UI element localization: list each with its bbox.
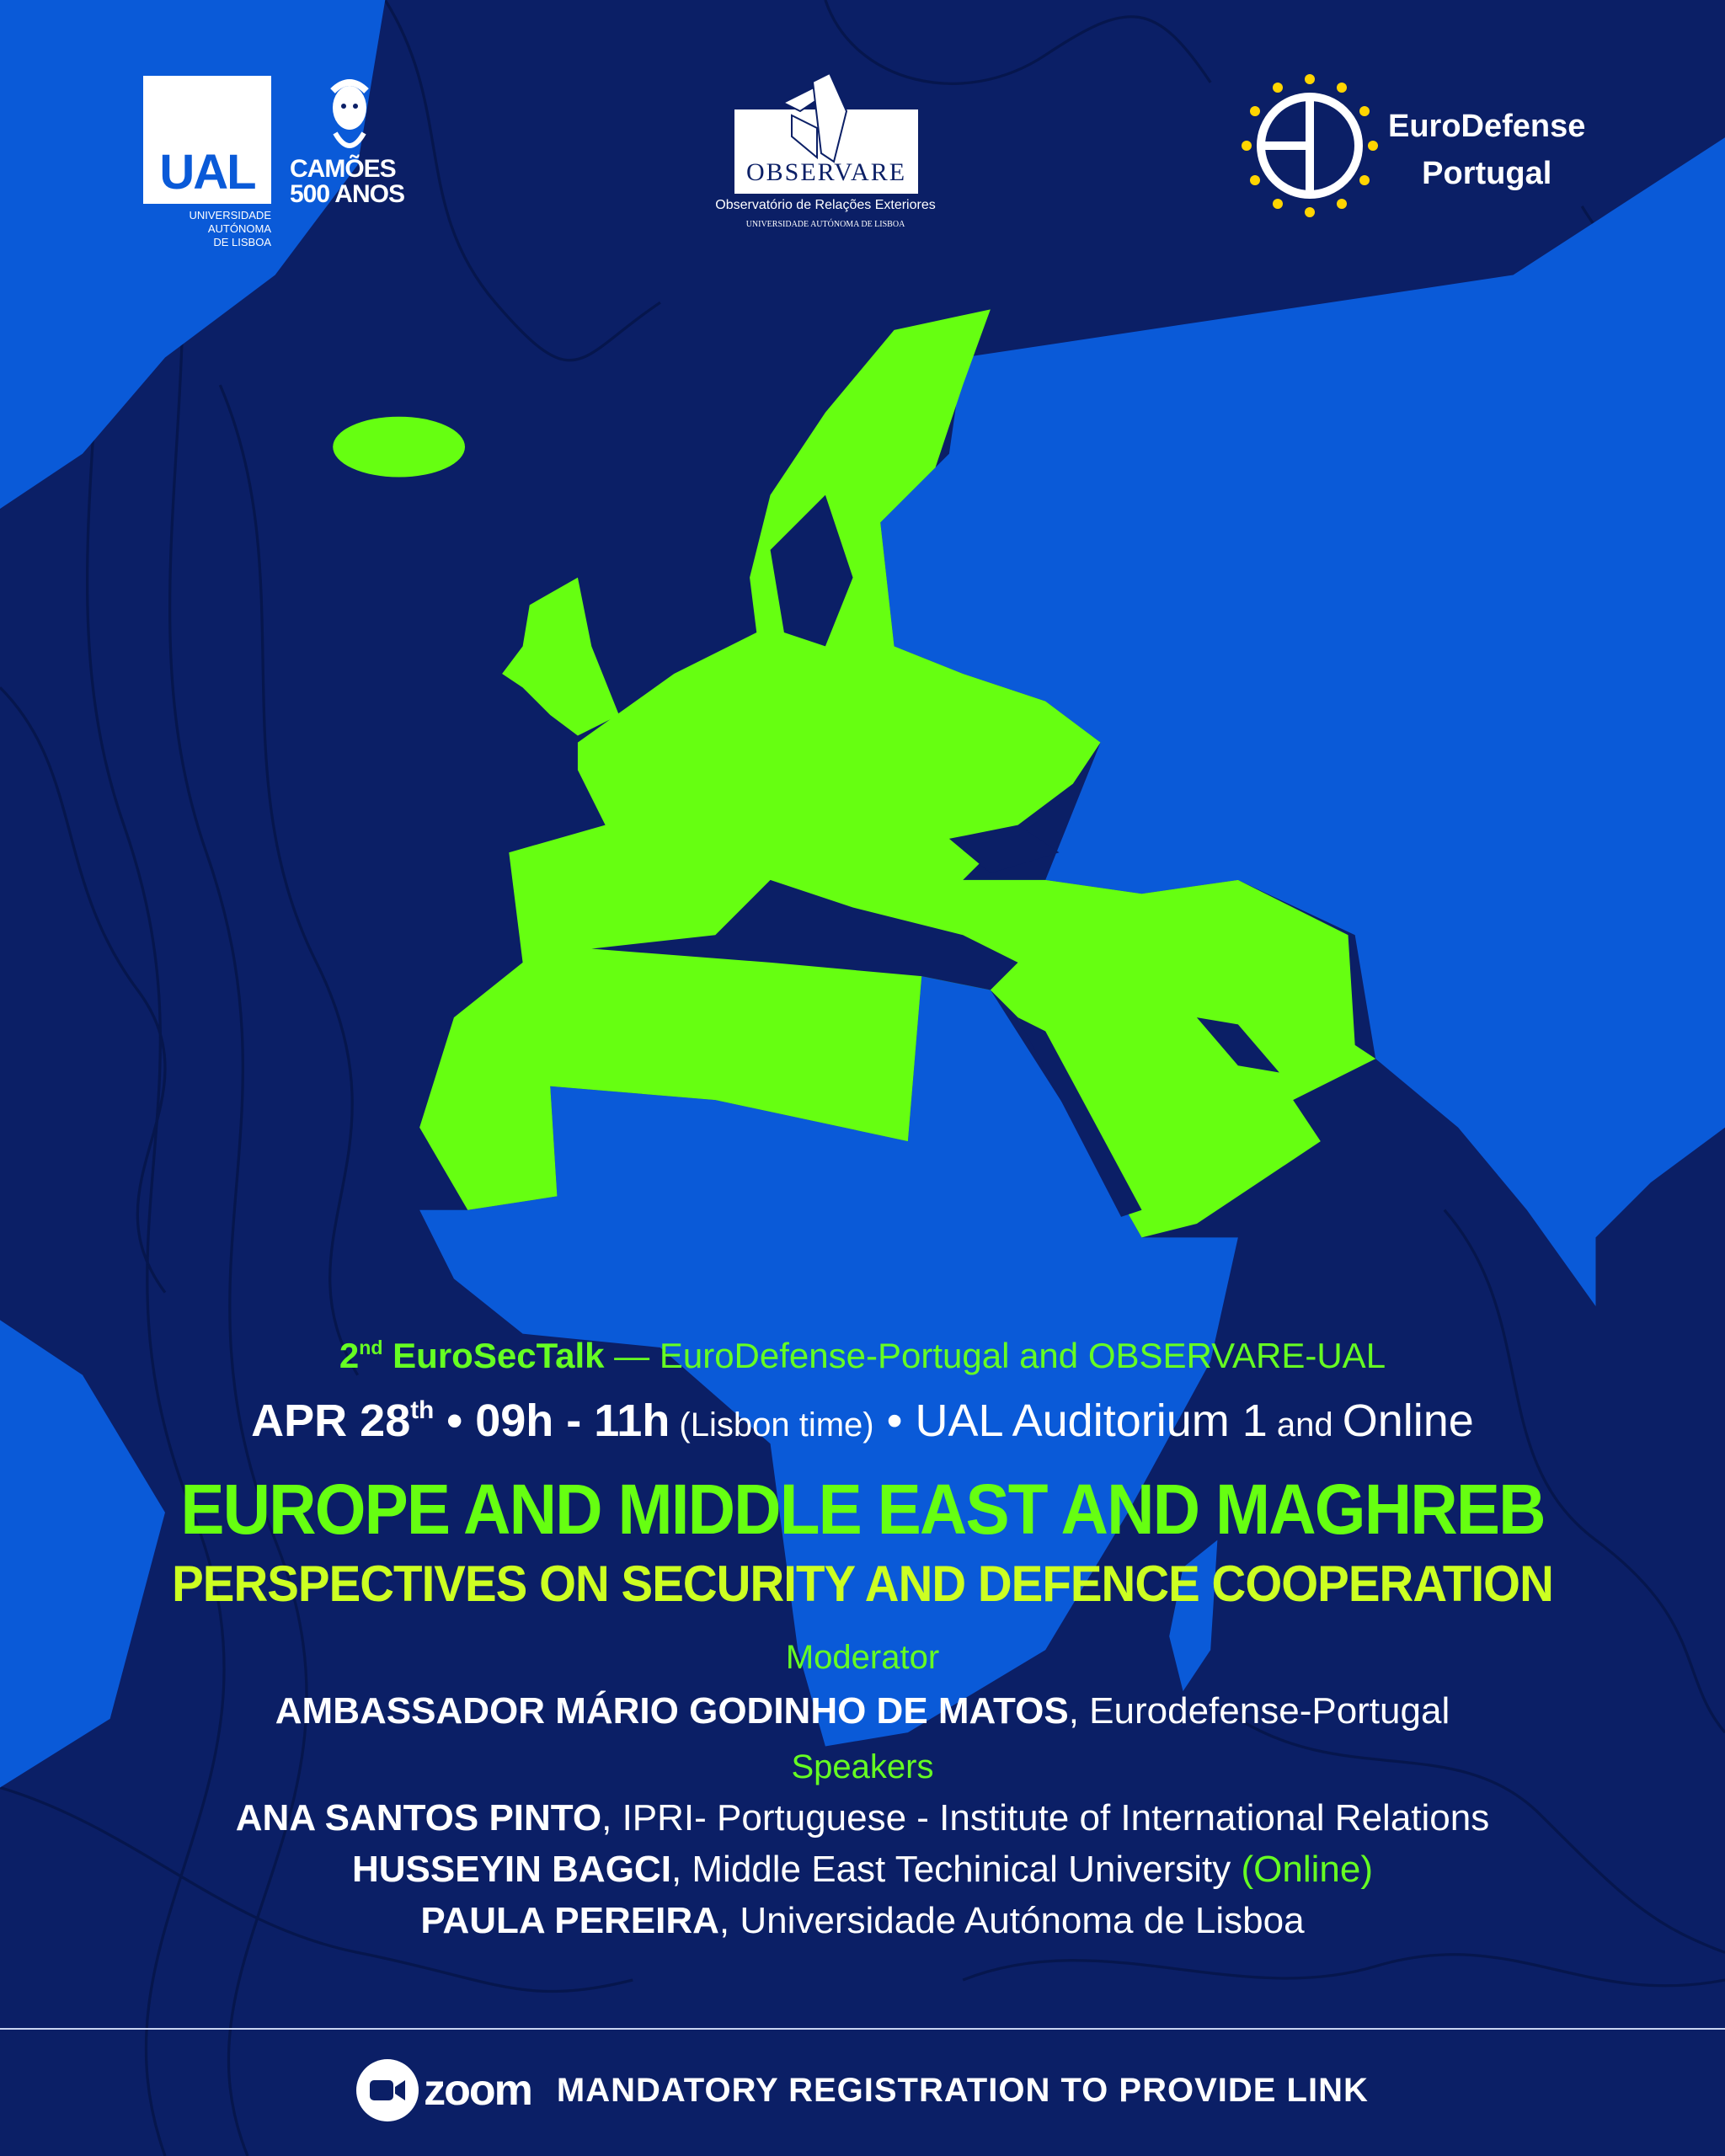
ual-name-line: DE LISBOA xyxy=(213,236,271,248)
camoes-portrait-icon xyxy=(320,74,379,158)
series-name: EuroSecTalk xyxy=(393,1336,605,1375)
event-datetime-line xyxy=(0,1395,1725,1447)
footer xyxy=(0,2059,1725,2121)
zoom-wordmark: zoom xyxy=(424,2066,531,2115)
speaker-line xyxy=(0,1900,1725,1942)
event-date: APR 28 xyxy=(251,1396,411,1446)
camoes-line1: CAMÕES xyxy=(290,155,396,183)
and-word: and xyxy=(1267,1406,1343,1444)
organizers: — EuroDefense-Portugal and OBSERVARE-UAL xyxy=(604,1336,1386,1375)
observare-building-icon xyxy=(766,69,876,170)
separator: • xyxy=(873,1396,916,1446)
event-time: 09h - 11h xyxy=(475,1396,670,1446)
observare-university: UNIVERSIDADE AUTÓNOMA DE LISBOA xyxy=(745,220,905,229)
eurodefense-line2: Portugal xyxy=(1422,156,1552,191)
speaker-line xyxy=(0,1849,1725,1891)
eurodefense-line1: EuroDefense xyxy=(1388,109,1586,144)
eurodefense-logo-icon xyxy=(1230,66,1390,226)
event-title: EUROPE AND MIDDLE EAST AND MAGHREB xyxy=(180,1470,1545,1549)
ual-logo xyxy=(143,76,271,204)
eurodefense-logo-text xyxy=(1388,103,1585,197)
observare-wordmark: OBSERVARE xyxy=(745,158,907,186)
speaker-line xyxy=(0,1797,1725,1839)
speaker-affiliation: , Universidade Autónoma de Lisboa xyxy=(718,1900,1305,1941)
camoes-logo-text xyxy=(290,157,404,207)
zoom-camera-icon xyxy=(356,2059,419,2121)
iceland xyxy=(333,417,465,478)
ual-logo-subtitle xyxy=(143,209,271,249)
registration-notice: MANDATORY REGISTRATION TO PROVIDE LINK xyxy=(556,2071,1369,2109)
moderator-label: Moderator xyxy=(785,1639,940,1676)
observare-subtitle: Observatório de Relações Exteriores xyxy=(715,198,936,212)
ual-logo-letters: UAL xyxy=(159,145,255,200)
series-ordinal: nd xyxy=(359,1336,383,1358)
ual-name-line: UNIVERSIDADE xyxy=(189,209,271,221)
event-venue: UAL Auditorium 1 xyxy=(915,1396,1268,1446)
speakers-label: Speakers xyxy=(791,1748,934,1785)
camoes-line2: 500 ANOS xyxy=(290,180,404,208)
separator: • xyxy=(434,1396,476,1446)
speaker-online-note: (Online) xyxy=(1241,1849,1374,1890)
speaker-name: HUSSEYIN BAGCI xyxy=(351,1849,671,1890)
event-subtitle: PERSPECTIVES ON SECURITY AND DEFENCE COOPERATION xyxy=(172,1556,1553,1612)
event-timezone: (Lisbon time) xyxy=(670,1406,874,1444)
speaker-affiliation: , Middle East Techinical University xyxy=(670,1849,1242,1890)
event-series-line xyxy=(0,1336,1725,1376)
moderator-line xyxy=(0,1690,1725,1732)
ual-name-line: AUTÓNOMA xyxy=(207,222,271,235)
footer-divider xyxy=(0,2028,1725,2030)
british-isles xyxy=(502,578,619,736)
speaker-name: PAULA PEREIRA xyxy=(420,1900,719,1941)
zoom-logo xyxy=(356,2059,531,2121)
speaker-affiliation: , IPRI- Portuguese - Institute of International Relations xyxy=(601,1797,1490,1838)
moderator-name: AMBASSADOR MÁRIO GODINHO DE MATOS xyxy=(275,1690,1069,1732)
moderator-affiliation: , Eurodefense-Portugal xyxy=(1068,1690,1450,1732)
series-number: 2 xyxy=(339,1336,360,1375)
speaker-name: ANA SANTOS PINTO xyxy=(235,1797,602,1838)
date-ordinal: th xyxy=(410,1396,435,1425)
event-online: Online xyxy=(1342,1396,1474,1446)
